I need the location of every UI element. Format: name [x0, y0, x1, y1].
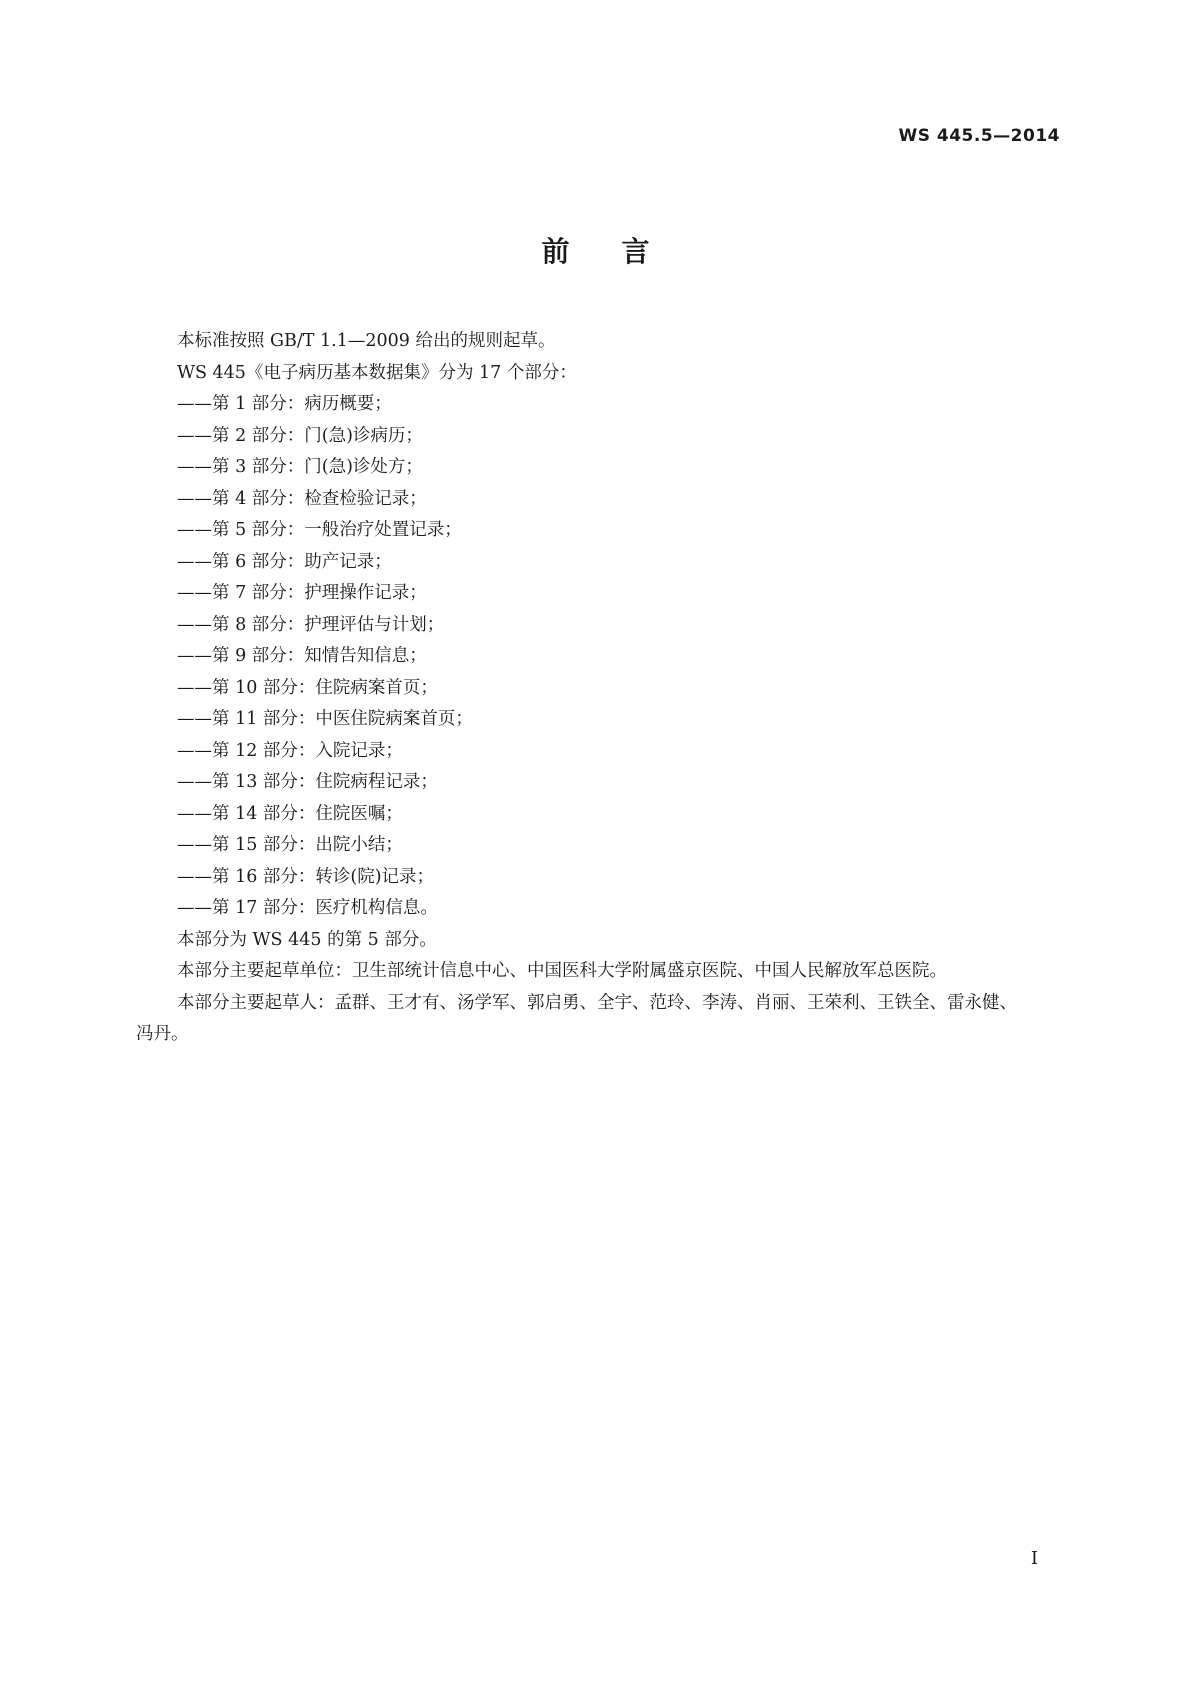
list-item: ——第 8 部分：护理评估与计划； — [177, 614, 445, 635]
list-item: ——第 5 部分：一般治疗处置记录； — [177, 520, 462, 540]
list-item: ——第 7 部分：护理操作记录； — [177, 583, 427, 603]
list-item: ——第 6 部分：助产记录； — [177, 551, 392, 572]
list-item: ——第 13 部分：住院病程记录； — [177, 772, 438, 792]
page-number: I — [1030, 1548, 1038, 1569]
list-item: ——第 14 部分：住院医嘱； — [177, 803, 403, 824]
paragraph-drafters-continued: 冯丹。 — [136, 1024, 189, 1044]
list-item: ——第 10 部分：住院病案首页； — [177, 677, 438, 698]
parts-list — [136, 389, 1066, 925]
foreword-body — [136, 326, 1066, 1051]
page-title: 前言 — [541, 235, 702, 268]
paragraph-drafters: 本部分主要起草人：孟群、王才有、汤学军、郭启勇、全宇、范玲、李涛、肖丽、王荣利、王铁全、雷永健、 — [177, 992, 1017, 1013]
document-code: WS 445.5—2014 — [898, 126, 1060, 146]
paragraph-part-statement: 本部分为 WS 445 的第 5 部分。 — [177, 929, 437, 950]
list-item: ——第 16 部分：转诊(院)记录； — [177, 866, 435, 887]
list-item: ——第 9 部分：知情告知信息； — [177, 646, 427, 666]
list-item: ——第 4 部分：检查检验记录； — [177, 488, 427, 509]
list-item: ——第 1 部分：病历概要； — [177, 394, 392, 414]
list-item: ——第 15 部分：出院小结； — [177, 835, 403, 855]
paragraph-drafting-units: 本部分主要起草单位：卫生部统计信息中心、中国医科大学附属盛京医院、中国人民解放军总医院。 — [177, 961, 947, 981]
list-item: ——第 12 部分：入院记录； — [177, 740, 403, 761]
list-item: ——第 3 部分：门(急)诊处方； — [177, 457, 423, 477]
paragraph-drafting-rules: 本标准按照 GB/T 1.1—2009 给出的规则起草。 — [177, 331, 556, 351]
paragraph-series-intro: WS 445《电子病历基本数据集》分为 17 个部分： — [177, 362, 577, 383]
list-item: ——第 2 部分：门(急)诊病历； — [177, 425, 423, 446]
list-item: ——第 11 部分：中医住院病案首页； — [177, 709, 473, 729]
list-item: ——第 17 部分：医疗机构信息。 — [177, 898, 438, 918]
